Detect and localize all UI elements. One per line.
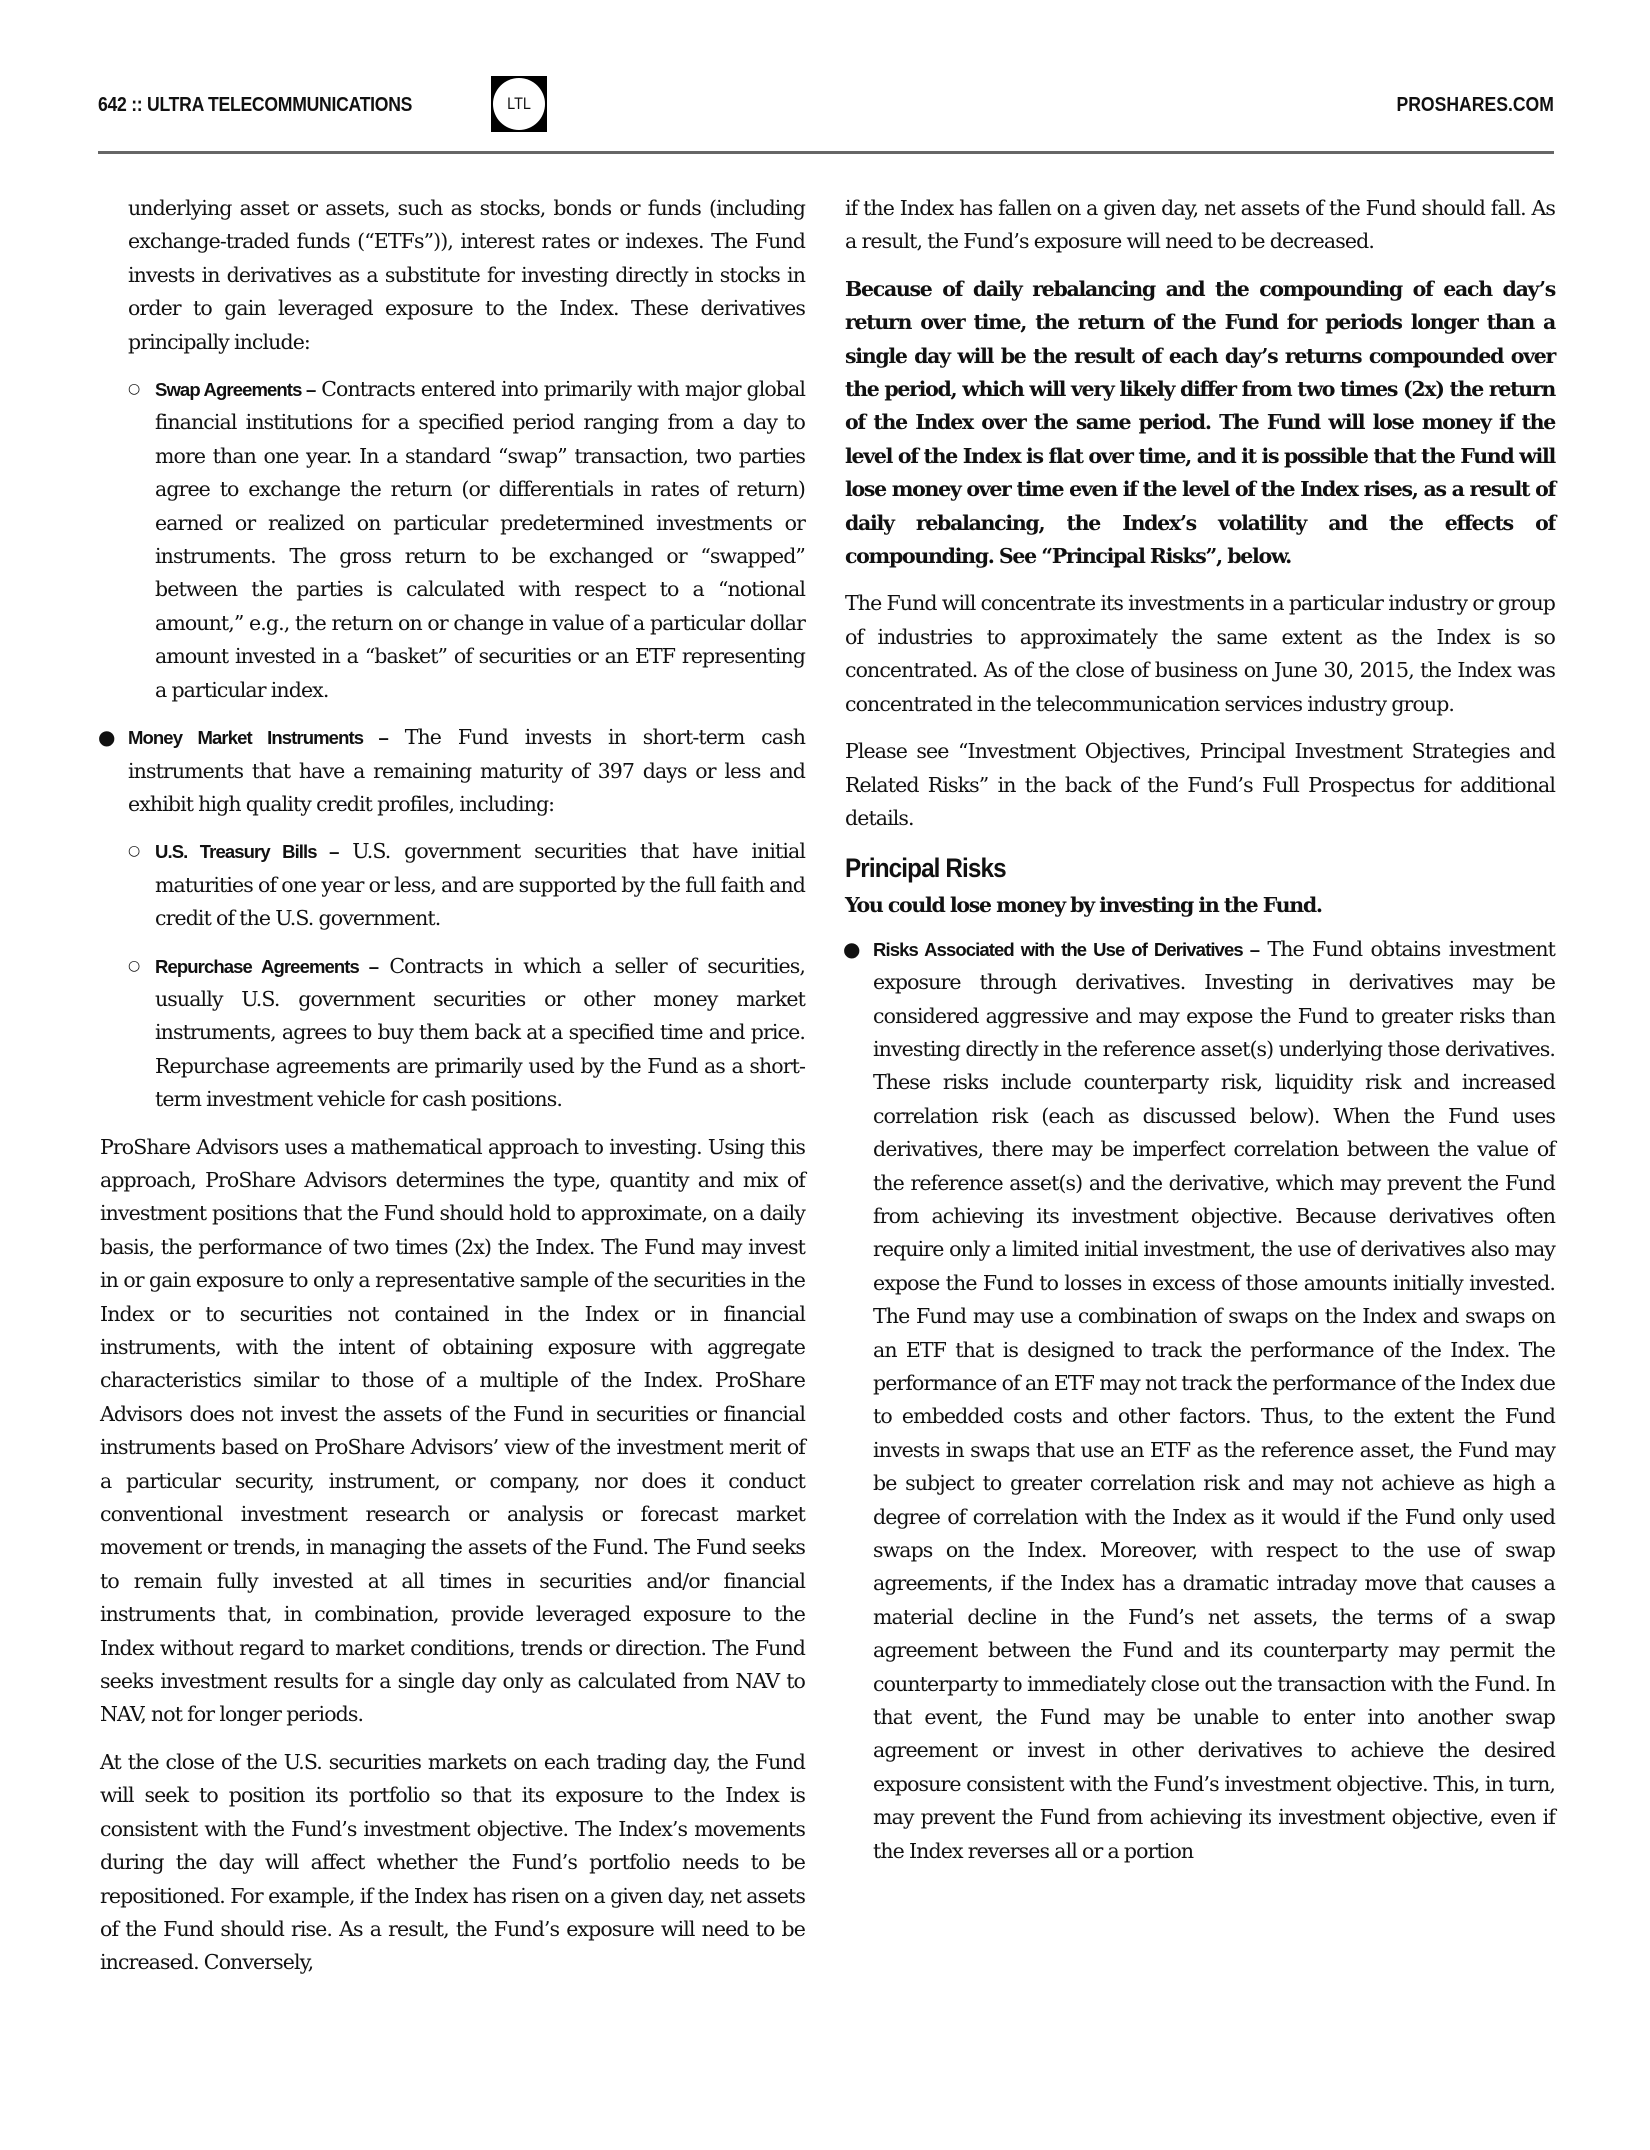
list-item-treasury-bills [100, 835, 805, 935]
item-text: U.S. government securities that have initial maturities of one year or less, and are supported by the full faith and credit of the U.S. government. [155, 839, 805, 931]
risks-list [845, 933, 1555, 1868]
item-label: Repurchase Agreements – [155, 955, 379, 977]
list-item-swap-agreements [100, 373, 805, 707]
instruments-list [100, 721, 805, 821]
item-text: The Fund obtains investment exposure through derivatives. Investing in derivatives may be considered aggressive and may expose the Fund to greater risks than investing directly in the reference asset(s) underlying those derivatives. These risks include counterparty risk, liquidity risk and increased correlation risk (each as discussed below). When the Fund uses derivatives, there may be imperfect correlation between the value of the reference asset(s) and the derivative, which may prevent the Fund from achieving its investment objective. Because derivatives often require only a limited initial investment, the use of derivatives also may expose the Fund to losses in excess of those amounts initially invested. The Fund may use a combination of swaps on the Index and swaps on an ETF that is designed to track the performance of the Index. The performance of an ETF may not track the performance of the Index due to embedded costs and other factors. Thus, to the extent the Fund invests in swaps that use an ETF as the reference asset, the Fund may be subject to greater correlation risk and may not achieve as high a degree of correlation with the Index as it would if the Fund only used swaps on the Index. Moreover, with respect to the use of swap agreements, if the Index has a dramatic intraday move that causes a material decline in the Fund’s net assets, the terms of a swap agreement between the Fund and its counterparty may permit the counterparty to immediately close out the transaction with the Fund. In that event, the Fund may be unable to enter into another swap agreement or invest in other derivatives to achieve the desired exposure consistent with the Fund’s investment objective. This, in turn, may prevent the Fund from achieving its investment objective, even if the Index reverses all or a portion [873, 936, 1555, 1863]
section-subheading: You could lose money by investing in the Fund. [845, 893, 1322, 918]
item-label: Money Market Instruments – [128, 727, 388, 749]
concentration-paragraph: The Fund will concentrate its investments in a particular industry or group of industries to approximately the same extent as the Index is so concentrated. As of the close of business on June 30, 2015, the Index was concentrated in the telecommunication services industry group. [845, 591, 1555, 716]
continued-paragraph: if the Index has fallen on a given day, net assets of the Fund should fall. As a result, the Fund’s exposure will need to be decreased. [845, 196, 1555, 254]
item-label: Risks Associated with the Use of Derivatives – [873, 938, 1260, 960]
page-header [98, 84, 1554, 154]
right-column [845, 192, 1555, 1882]
see-also-paragraph: Please see “Investment Objectives, Principal Investment Strategies and Related Risks” in the back of the Fund’s Full Prospectus for additional details. [845, 739, 1555, 830]
item-label: Swap Agreements – [155, 379, 316, 401]
compounding-warning-paragraph: Because of daily rebalancing and the compounding of each day’s return over time, the return of the Fund for periods longer than a single day will be the result of each day’s returns compounded over the period, which will very likely differ from two times (2x) the return of the Index over the same period. The Fund will lose money if the level of the Index is flat over time, and it is possible that the Fund will lose money over time even if the level of the Index rises, as a result of daily rebalancing, the Index’s volatility and the effects of compounding. See “Principal Risks”, below. [845, 276, 1555, 569]
section-heading: Principal Risks [845, 853, 1006, 884]
ticker-text: LTL [507, 94, 531, 113]
item-label: U.S. Treasury Bills – [155, 841, 339, 863]
site-link: PROSHARES.COM [1396, 94, 1554, 116]
advisors-paragraph: ProShare Advisors uses a mathematical approach to investing. Using this approach, ProShare Advisors determines the type, quantity and mix of investment positions that the Fund should hold to approximate, on a daily basis, the performance of two times (2x) the Index. The Fund may invest in or gain exposure to only a representative sample of the securities in the Index or to securities not contained in the Index or in financial instruments, with the intent of obtaining exposure with aggregate characteristics similar to those of a multiple of the Index. ProShare Advisors does not invest the assets of the Fund in securities or financial instruments based on ProShare Advisors’ view of the investment merit of a particular security, instrument, or company, nor does it conduct conventional investment research or analysis or forecast market movement or trends, in managing the assets of the Fund. The Fund seeks to remain fully invested at all times in securities and/or financial instruments that, in combination, provide leveraged exposure to the Index without regard to market conditions, trends or direction. The Fund seeks investment results for a single day only as calculated from NAV to NAV, not for longer periods. [100, 1134, 805, 1727]
money-market-sublist [100, 835, 805, 1116]
left-column [100, 192, 805, 1994]
item-text: Contracts entered into primarily with major global financial institutions for a specified period ranging from a day to more than one year. In a standard “swap” transaction, two parties agree to exchange the return (or differentials in rates of return) earned or realized on particular predetermined investments or instruments. The gross return to be exchanged or “swapped” between the parties is calculated with respect to a “notional amount,” e.g., the return on or change in value of a particular dollar amount invested in a “basket” of securities or an ETF representing a particular index. [155, 377, 805, 702]
hollow-bullet-icon: ○ [128, 381, 140, 398]
list-item-money-market [100, 721, 805, 821]
page-label: 642 :: ULTRA TELECOMMUNICATIONS [98, 94, 413, 116]
solid-bullet-icon: ● [98, 725, 115, 750]
intro-paragraph: underlying asset or assets, such as stocks, bonds or funds (including exchange-traded funds (“ETFs”)), interest rates or indexes. The Fund invests in derivatives as a substitute for investing directly in stocks in order to gain leveraged exposure to the Index. These derivatives principally include: [128, 196, 805, 354]
list-item-derivatives-risk [845, 933, 1555, 1868]
header-divider [98, 151, 1554, 154]
list-item-repurchase-agreements [100, 950, 805, 1117]
ticker-circle-icon [493, 78, 545, 130]
fund-ticker-logo [491, 76, 547, 132]
hollow-bullet-icon: ○ [128, 957, 140, 974]
solid-bullet-icon: ● [843, 936, 860, 961]
derivatives-list [100, 373, 805, 707]
market-close-paragraph: At the close of the U.S. securities markets on each trading day, the Fund will seek to position its portfolio so that its exposure to the Index is consistent with the Fund’s investment objective. The Index’s movements during the day will affect whether the Fund’s portfolio needs to be repositioned. For example, if the Index has risen on a given day, net assets of the Fund should rise. As a result, the Fund’s exposure will need to be increased. Conversely, [100, 1749, 805, 1975]
item-text: The Fund invests in short-term cash instruments that have a remaining maturity of 397 days or less and exhibit high quality credit profiles, including: [128, 725, 805, 816]
hollow-bullet-icon: ○ [128, 843, 140, 860]
item-text: Contracts in which a seller of securities, usually U.S. government securities or other money market instruments, agrees to buy them back at a specified time and price. Repurchase agreements are primarily used by the Fund as a short-term investment vehicle for cash positions. [155, 953, 806, 1112]
